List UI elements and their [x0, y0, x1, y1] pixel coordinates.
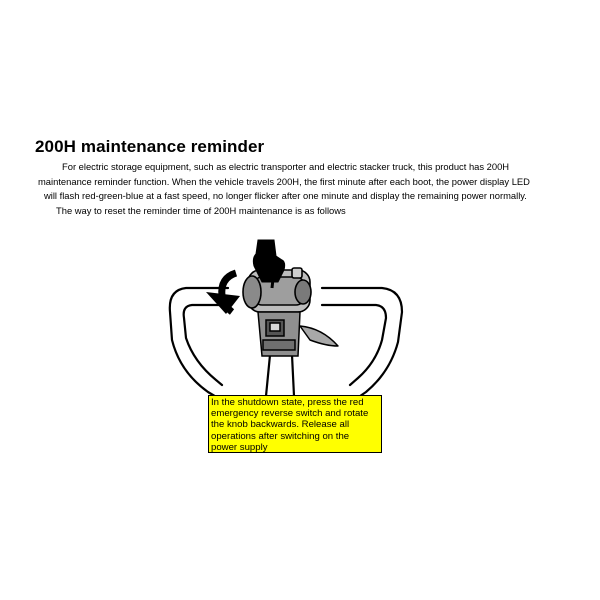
rotate-back-arrow-icon: [206, 273, 240, 314]
paragraph-line: The way to reset the reminder time of 200H maintenance is as follows: [56, 204, 346, 216]
callout-line: power supply: [211, 441, 268, 453]
paragraph-line: maintenance reminder function. When the vehicle travels 200H, the first minute after each boot, the power display LED: [38, 175, 530, 187]
control-column: [258, 312, 300, 356]
paragraph-line: will flash red-green-blue at a fast speed, no longer flicker after one minute and display the remaining power normally.: [44, 190, 527, 202]
instruction-callout: [208, 395, 382, 453]
callout-line: In the shutdown state, press the red: [211, 397, 364, 408]
throttle-lever: [300, 326, 338, 346]
handle-stem: [266, 355, 270, 396]
page-title: 200H maintenance reminder: [35, 137, 265, 156]
emergency-reverse-switch: [295, 280, 311, 304]
handle-stem: [292, 355, 294, 396]
handle-inner-frame: [184, 305, 228, 385]
callout-line: the knob backwards. Release all: [211, 419, 350, 431]
callout-line: emergency reverse switch and rotate: [211, 408, 369, 420]
paragraph-line: For electric storage equipment, such as electric transporter and electric stacker truck, this product has 200H: [62, 161, 510, 172]
rotary-knob: [243, 276, 261, 308]
callout-line: operations after switching on the: [211, 430, 350, 442]
